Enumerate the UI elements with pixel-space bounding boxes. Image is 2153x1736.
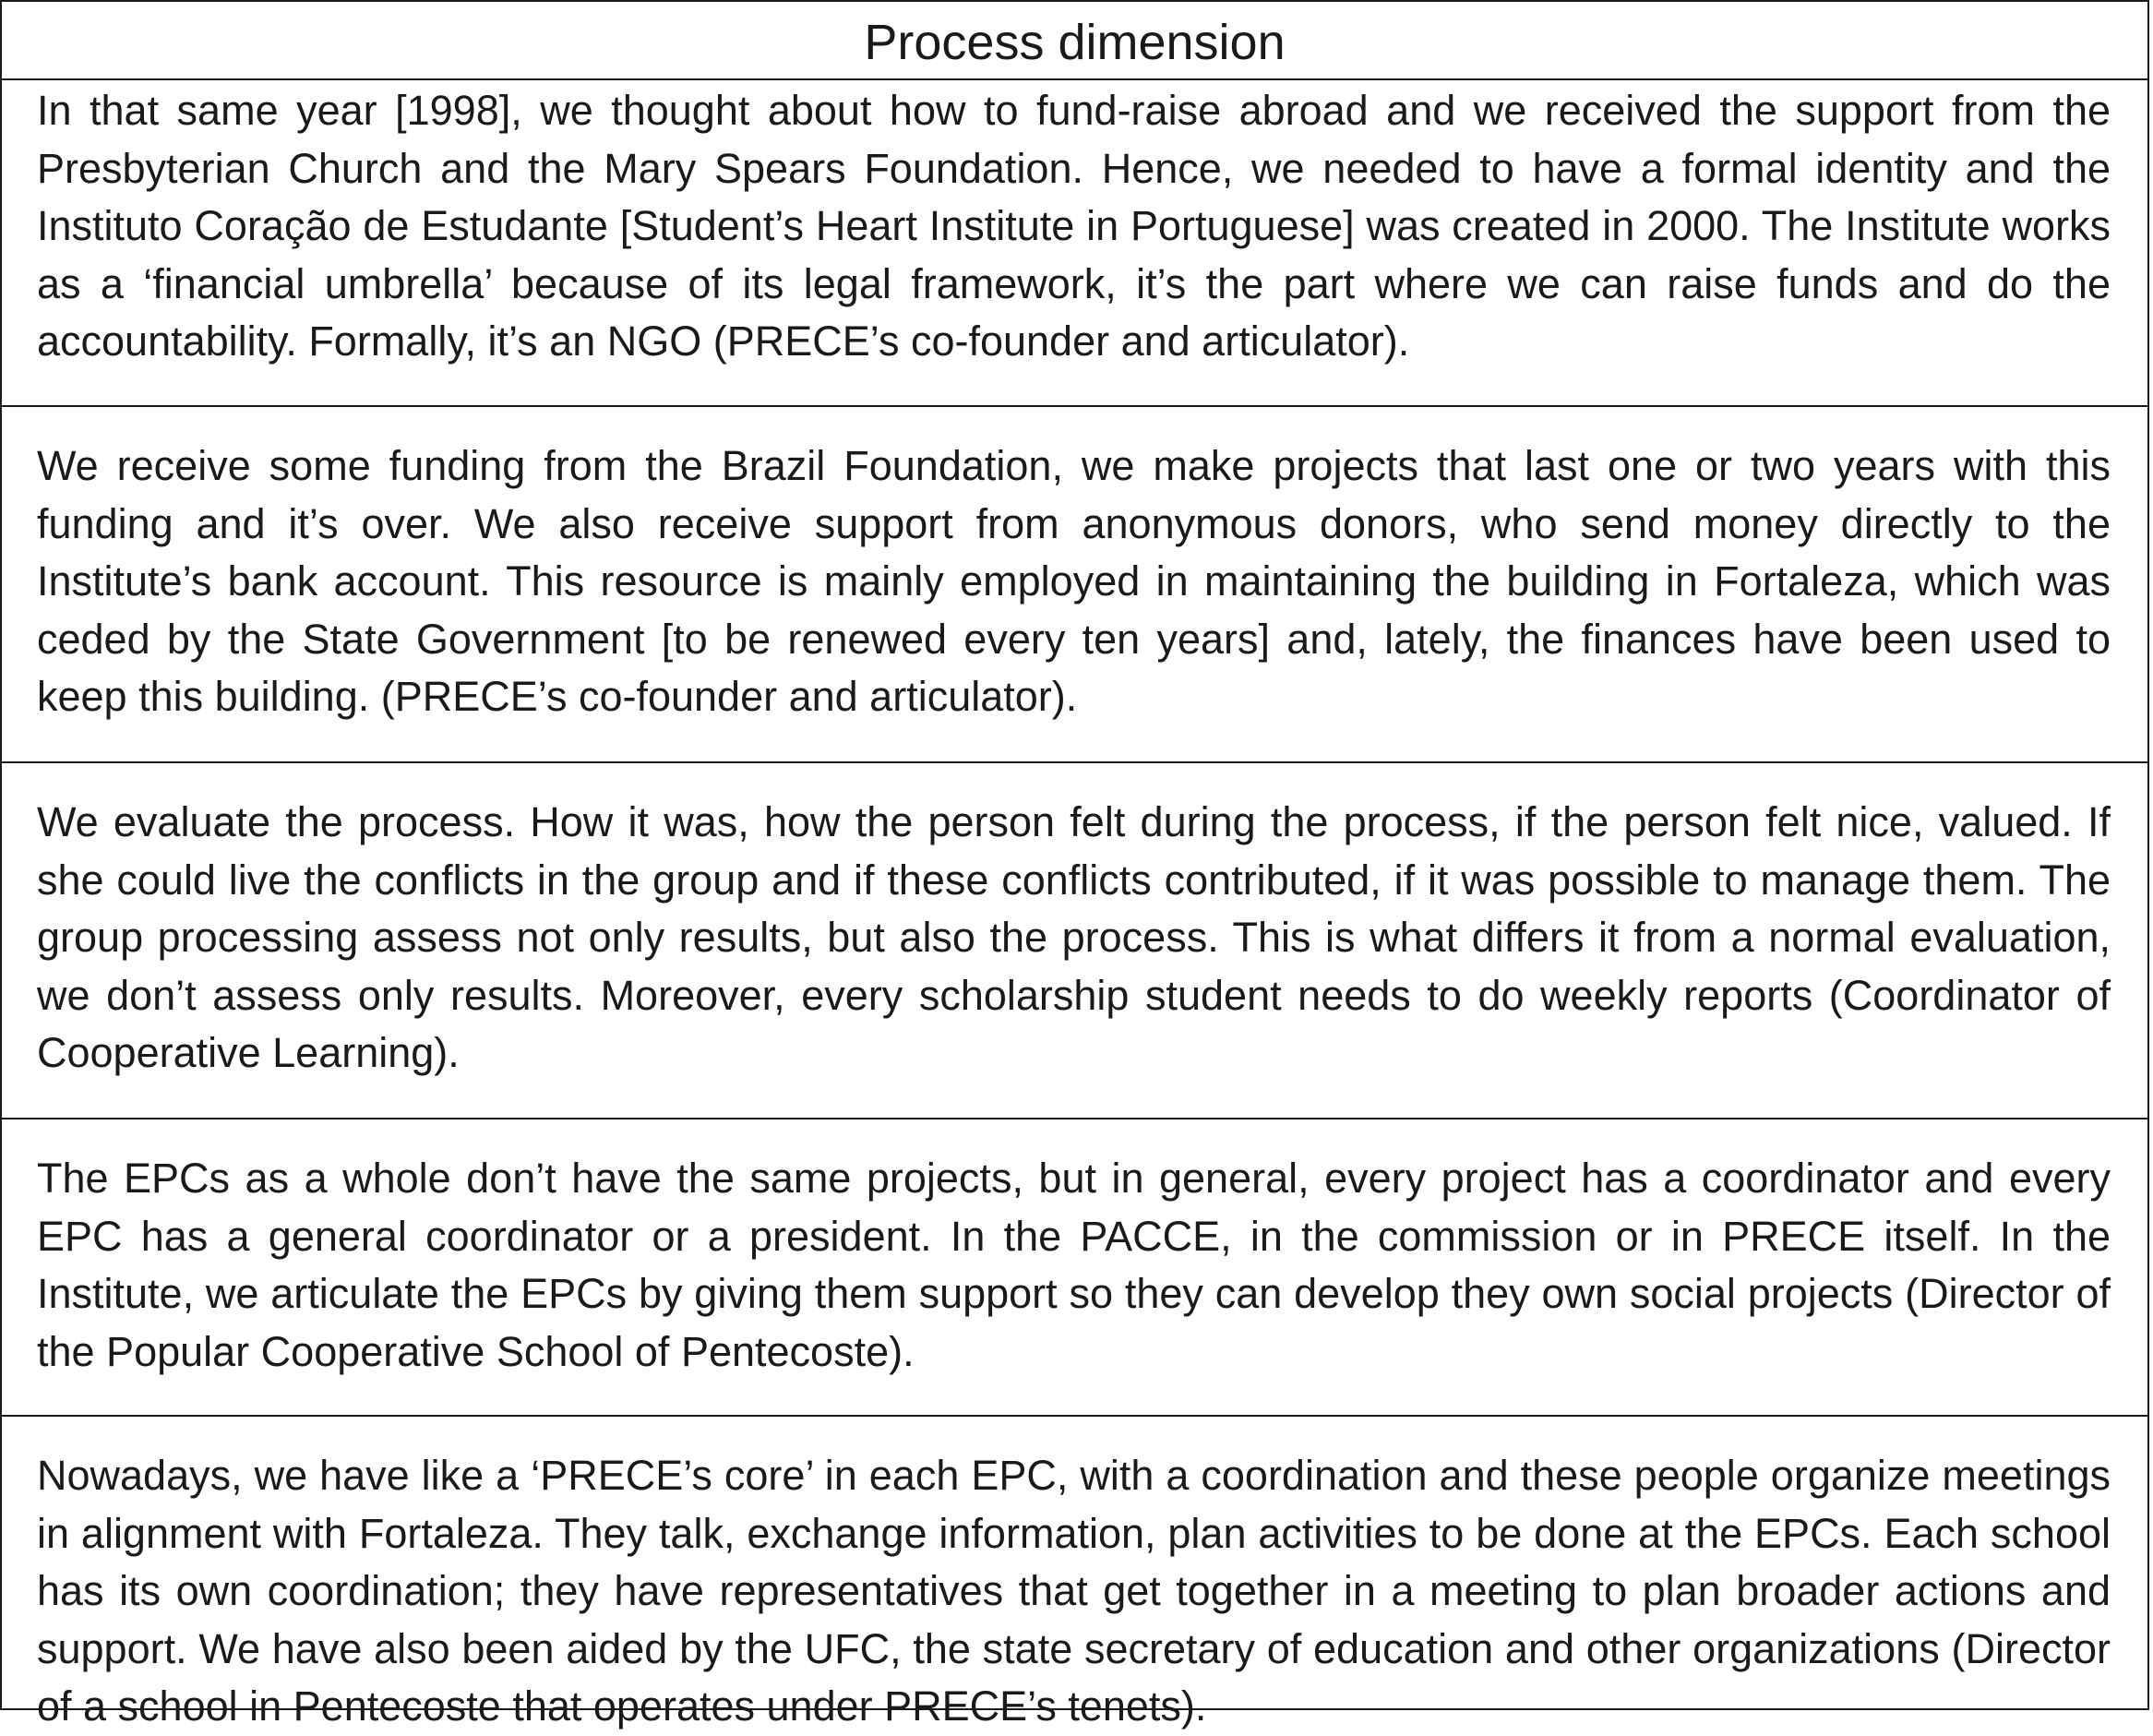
table-row [2, 1417, 2147, 1730]
table-row [2, 763, 2147, 1119]
quote-text: We evaluate the process. How it was, how the person felt during the process, if the person felt nice, valued. If she could live the conflicts in the group and if these conflicts contributed, if it was possible to manage them. The group processing assess not only results, but also the process. This is what differs it from a normal evaluation, we don’t assess only results. Moreover, every scholarship student needs to do weekly reports (Coordinator of Cooperative Learning). [37, 798, 2111, 1076]
quote-text: The EPCs as a whole don’t have the same projects, but in general, every project has a coordinator and every EPC has a general coordinator or a president. In the PACCE, in the commission or in PRECE itself. In the Institute, we articulate the EPCs by giving them support so they can develop they own social projects (Director of the Popular Cooperative School of Pentecoste). [37, 1155, 2111, 1375]
table-header: Process dimension [2, 2, 2147, 80]
quote-text: Nowadays, we have like a ‘PRECE’s core’ in each EPC, with a coordination and these people organize meetings in alignment with Fortaleza. They talk, exchange information, plan activities to be done at the EPCs. Each school has its own coordination; they have representatives that get together in a meeting to plan broader actions and support. We have also been aided by the UFC, the state secretary of education and other organizations (Director of a school in Pentecoste that operates under PRECE’s tenets). [37, 1452, 2111, 1730]
table-row [2, 407, 2147, 763]
quote-text: In that same year [1998], we thought about how to fund-raise abroad and we received the support from the Presbyterian Church and the Mary Spears Foundation. Hence, we needed to have a formal identity and the Instituto Coração de Estudante [Student’s Heart Institute in Portuguese] was created in 2000. The Institute works as a ‘financial umbrella’ because of its legal framework, it’s the part where we can raise funds and do the accountability. Formally, it’s an NGO (PRECE’s co-founder and articulator). [37, 87, 2111, 365]
quote-text: We receive some funding from the Brazil Foundation, we make projects that last one or two years with this funding and it’s over. We also receive support from anonymous donors, who send money directly to the Institute’s bank account. This resource is mainly employed in maintaining the building in Fortaleza, which was ceded by the State Government [to be renewed every ten years] and, lately, the finances have been used to keep this building. (PRECE’s co-founder and articulator). [37, 442, 2111, 720]
table-row [2, 1119, 2147, 1417]
table-row [2, 80, 2147, 407]
